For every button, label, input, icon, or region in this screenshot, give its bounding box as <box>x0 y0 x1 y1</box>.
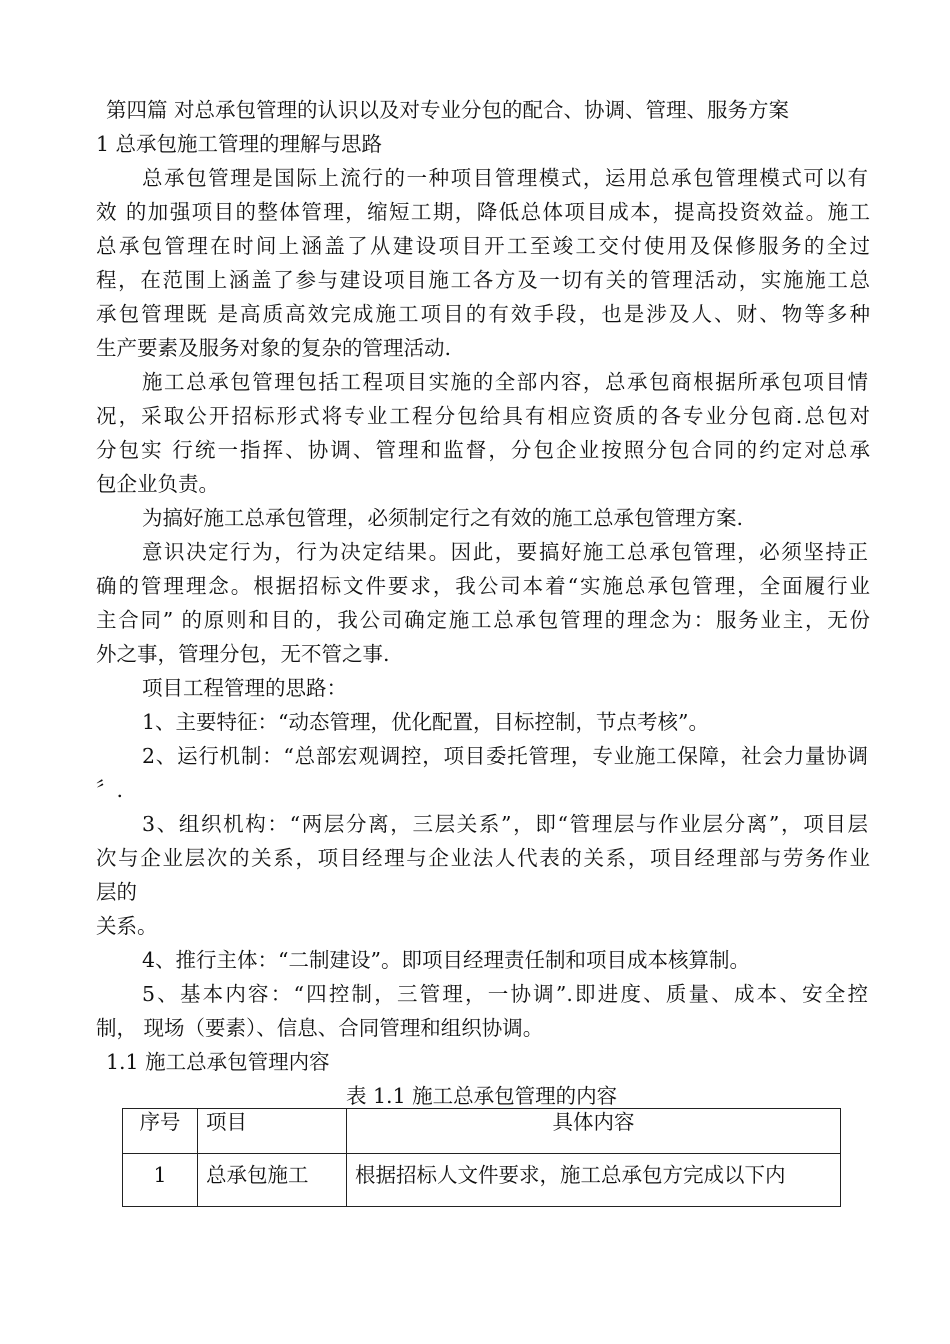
table-header-row <box>123 1109 841 1154</box>
paragraph-line: 承包管理既 是高质高效完成施工项目的有效手段，也是涉及人、财、物等多种 <box>96 302 870 326</box>
list-item: 制， 现场（要素）、信息、合同管理和组织协调。 <box>96 1016 544 1040</box>
subsection-title: 1.1 施工总承包管理内容 <box>106 1050 330 1074</box>
list-item: 4、推行主体：“二制建设”。即项目经理责任制和项目成本核算制。 <box>142 948 751 972</box>
section-title: 1 总承包施工管理的理解与思路 <box>96 132 383 156</box>
table-row <box>123 1154 841 1207</box>
paragraph-line: 项目工程管理的思路： <box>142 676 347 700</box>
list-item: 5、基本内容：“四控制，三管理，一协调”.即进度、质量、成本、安全控 <box>142 982 868 1006</box>
list-item: 次与企业层次的关系，项目经理与企业法人代表的关系，项目经理部与劳务作业 <box>96 846 870 870</box>
paragraph-line: 总承包管理在时间上涵盖了从建设项目开工至竣工交付使用及保修服务的全过 <box>96 234 870 258</box>
table-cell: 根据招标人文件要求，施工总承包方完成以下内 <box>347 1154 841 1207</box>
list-item: 关系。 <box>96 914 158 938</box>
paragraph-line: 确的管理理念。根据招标文件要求，我公司本着“实施总承包管理，全面履行业 <box>96 574 870 598</box>
table-header-cell: 序号 <box>123 1109 198 1154</box>
paragraph-line: 生产要素及服务对象的复杂的管理活动. <box>96 336 452 360</box>
table-cell: 1 <box>123 1154 198 1207</box>
list-item: 2、运行机制：“总部宏观调控，项目委托管理，专业施工保障，社会力量协调 <box>142 744 868 768</box>
paragraph-line: 施工总承包管理包括工程项目实施的全部内容，总承包商根据所承包项目情 <box>142 370 868 394</box>
content-table <box>122 1108 841 1207</box>
paragraph-line: 况，采取公开招标形式将专业工程分包给具有相应资质的各专业分包商.总包对 <box>96 404 870 428</box>
paragraph-line: 总承包管理是国际上流行的一种项目管理模式，运用总承包管理模式可以有 <box>142 166 868 190</box>
list-item: 〞. <box>96 778 124 802</box>
paragraph-line: 主合同” 的原则和目的，我公司确定施工总承包管理的理念为：服务业主，无份 <box>96 608 870 632</box>
paragraph-line: 为搞好施工总承包管理，必须制定行之有效的施工总承包管理方案. <box>142 506 744 530</box>
table-header-cell: 具体内容 <box>347 1109 841 1154</box>
paragraph-line: 意识决定行为，行为决定结果。因此，要搞好施工总承包管理，必须坚持正 <box>142 540 868 564</box>
table-caption: 表 1.1 施工总承包管理的内容 <box>346 1084 618 1108</box>
paragraph-line: 程，在范围上涵盖了参与建设项目施工各方及一切有关的管理活动，实施施工总 <box>96 268 870 292</box>
table-cell: 总承包施工 <box>198 1154 347 1207</box>
table-header-cell: 项目 <box>198 1109 347 1154</box>
paragraph-line: 分包实 行统一指挥、协调、管理和监督，分包企业按照分包合同的约定对总承 <box>96 438 870 462</box>
paragraph-line: 包企业负责。 <box>96 472 219 496</box>
list-item: 1、主要特征：“动态管理，优化配置，目标控制，节点考核”。 <box>142 710 710 734</box>
paragraph-line: 外之事，管理分包，无不管之事. <box>96 642 390 666</box>
list-item: 3、组织机构：“两层分离，三层关系”，即“管理层与作业层分离”，项目层 <box>142 812 868 836</box>
chapter-heading: 第四篇 对总承包管理的认识以及对专业分包的配合、协调、管理、服务方案 <box>106 98 790 122</box>
paragraph-line: 效 的加强项目的整体管理，缩短工期，降低总体项目成本，提高投资效益。施工 <box>96 200 870 224</box>
list-item: 层的 <box>96 880 137 904</box>
